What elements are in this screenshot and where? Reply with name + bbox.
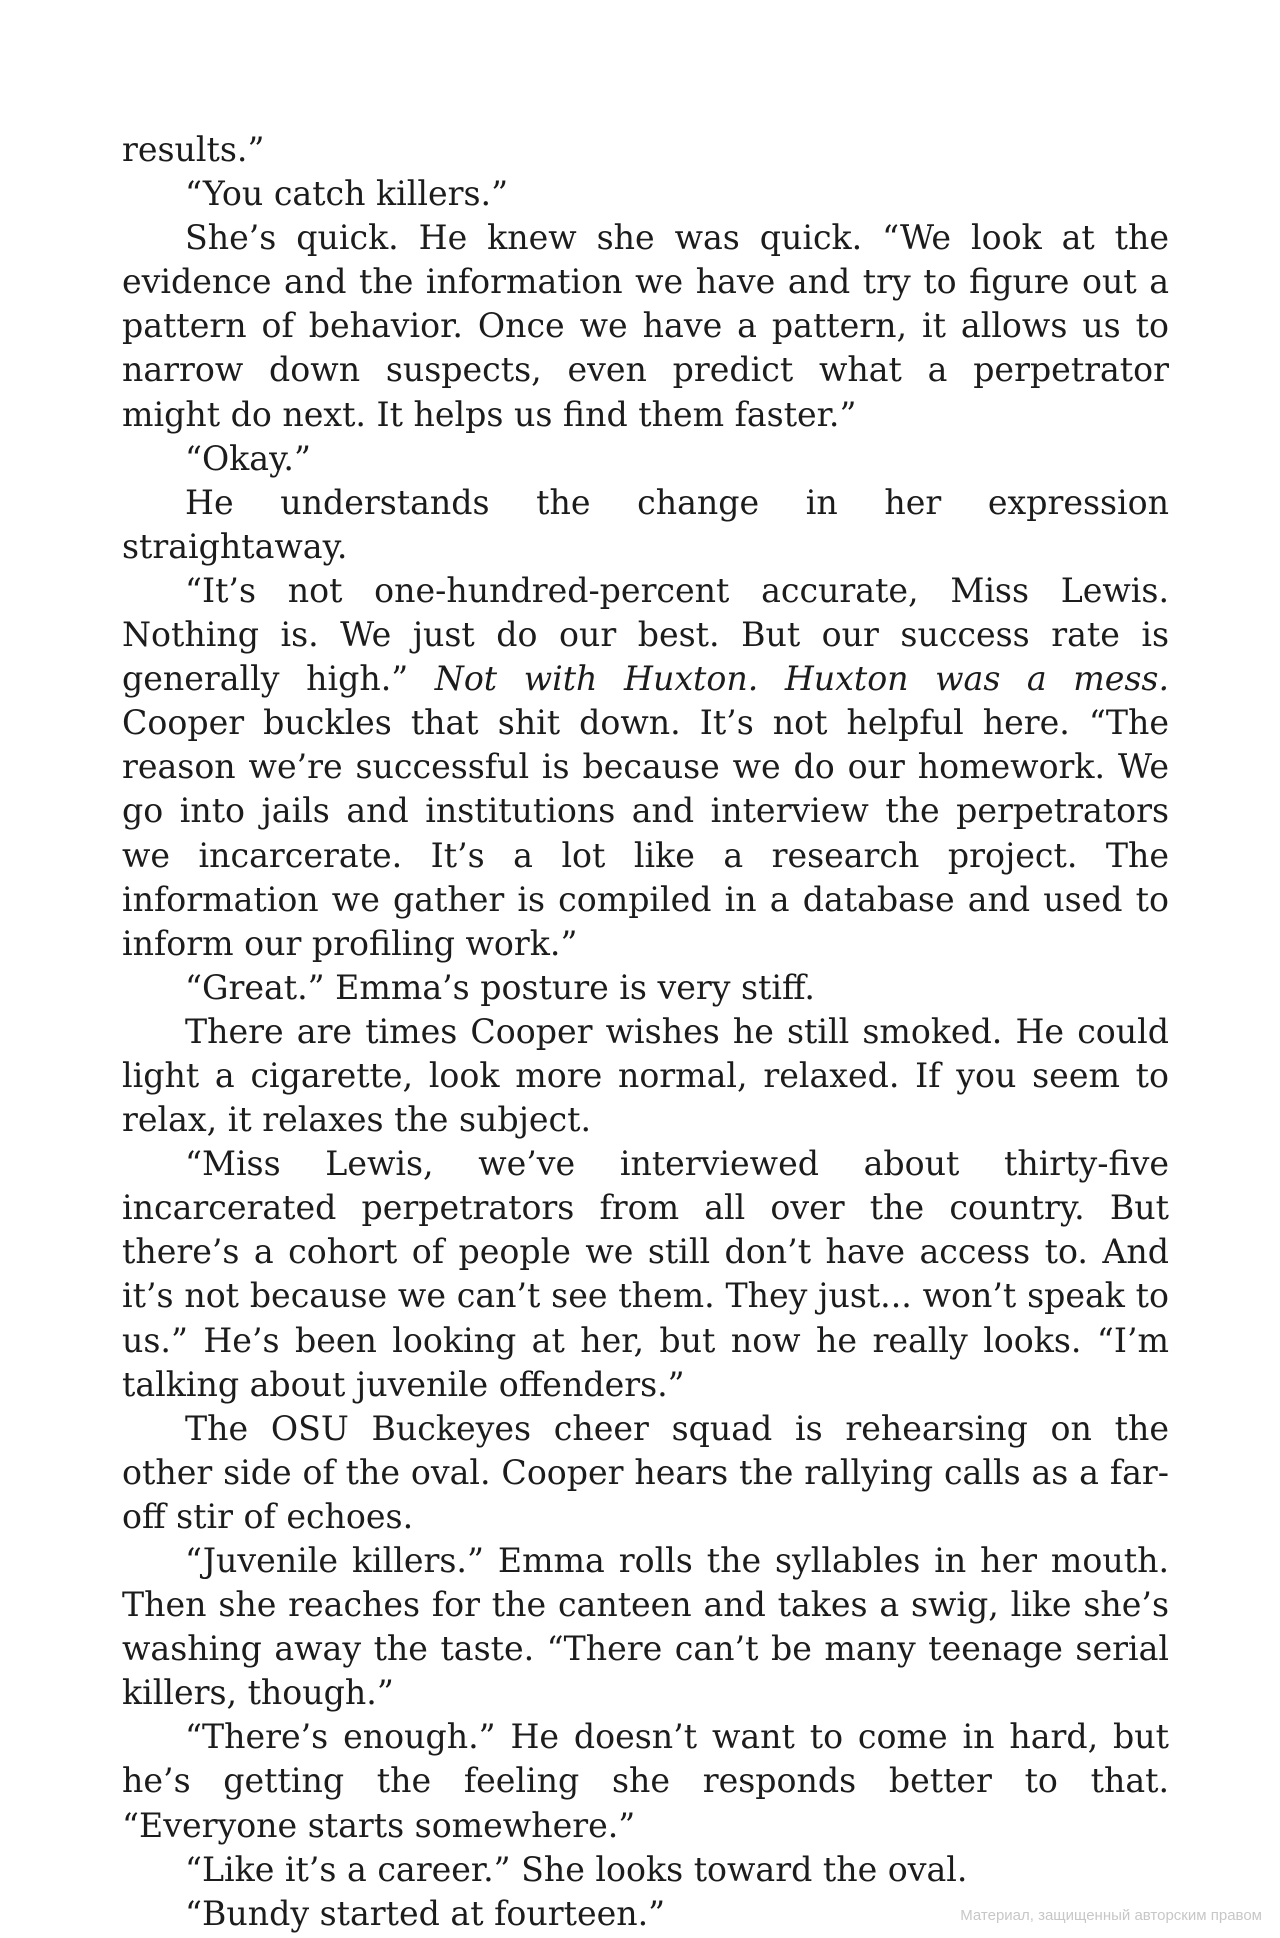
paragraph-10: The OSU Buckeyes cheer squad is rehearsing on the other side of the oval. Cooper hears the rallying calls as a far-off stir of echoes. xyxy=(122,1408,1169,1536)
paragraph-6-italic-thought: Not with Huxton. Huxton was a mess. xyxy=(434,659,1169,699)
paragraph-1: results.” xyxy=(122,130,265,169)
paragraph-8: There are times Cooper wishes he still smoked. He could light a cigarette, look more normal, relaxed. If you seem to relax, it relaxes the subject. xyxy=(122,1011,1169,1140)
body-text xyxy=(122,128,1169,1936)
paragraph-14: “Bundy started at fourteen.” xyxy=(185,1893,666,1933)
paragraph-11: “Juvenile killers.” Emma rolls the syllables in her mouth. Then she reaches for the canteen and takes a swig, like she’s washing away the taste. “There can’t be many teenage serial killers, though.” xyxy=(122,1541,1169,1713)
paragraph-7: “Great.” Emma’s posture is very stiff. xyxy=(185,967,815,1007)
paragraph-5: He understands the change in her expression straightaway. xyxy=(122,482,1169,566)
paragraph-2: “You catch killers.” xyxy=(185,174,509,214)
paragraph-3: She’s quick. He knew she was quick. “We look at the evidence and the information we have and try to figure out a pattern of behavior. Once we have a pattern, it allows us to narrow down suspects, even predict what a perpetrator might do next. It helps us find them faster.” xyxy=(122,218,1169,434)
paragraph-6-start: “It’s not one-hundred-percent accurate, Miss Lewis. Nothing is. We just do our best. But our success rate is generally high.” xyxy=(122,570,1169,699)
paragraph-13: “Like it’s a career.” She looks toward the oval. xyxy=(185,1849,968,1889)
paragraph-4: “Okay.” xyxy=(185,438,311,478)
paragraph-6 xyxy=(122,569,1169,966)
copyright-watermark: Материал, защищенный авторским правом xyxy=(960,1907,1262,1924)
paragraph-6-end: Cooper buckles that shit down. It’s not helpful here. “The reason we’re successful is because we do our homework. We go into jails and institutions and interview the perpetrators we incarcerate. It’s a lot like a research project. The information we gather is compiled in a database and used to inform our profiling work.” xyxy=(122,703,1169,963)
paragraph-9: “Miss Lewis, we’ve interviewed about thirty-five incarcerated perpetrators from all over the country. But there’s a cohort of people we still don’t have access to. And it’s not because we can’t see them. They just... won’t speak to us.” He’s been looking at her, but now he really looks. “I’m talking about juvenile offenders.” xyxy=(122,1144,1169,1404)
paragraph-12: “There’s enough.” He doesn’t want to come in hard, but he’s getting the feeling she responds better to that. “Everyone starts somewhere.” xyxy=(122,1717,1169,1845)
